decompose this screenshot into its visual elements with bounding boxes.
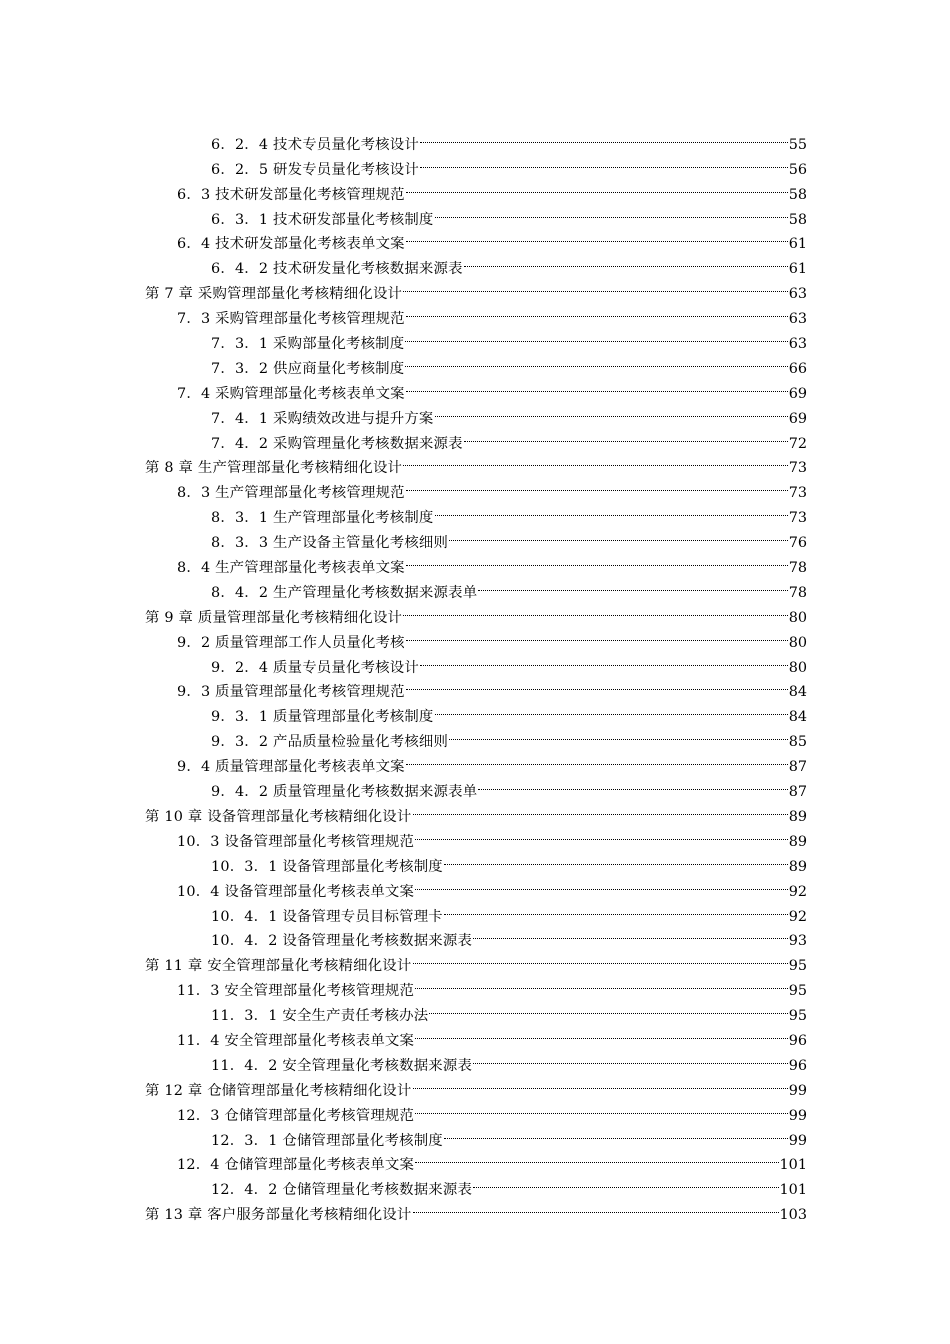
toc-entry-title: 9．4 质量管理部量化考核表单文案 [177,759,405,776]
toc-entry[interactable] [0,746,950,776]
toc-entry-title: 6．3．1 技术研发部量化考核制度 [211,211,434,228]
toc-entry[interactable] [0,149,950,178]
toc-entry-title: 第 11 章 安全管理部量化考核精细化设计 [145,958,412,975]
toc-entry[interactable] [0,398,950,427]
dot-leader [405,746,789,771]
toc-entry-title: 8．3．1 生产管理部量化考核制度 [211,510,434,527]
toc-entry[interactable] [0,348,950,377]
toc-entry-page-number: 72 [788,435,807,452]
dot-leader [463,423,789,448]
toc-entry[interactable] [0,622,950,651]
toc-entry-page-number: 92 [788,883,807,900]
toc-entry-title: 12．4．2 仓储管理量化考核数据来源表 [211,1182,473,1199]
toc-entry-title: 7．4 采购管理部量化考核表单文案 [177,385,405,402]
toc-entry-page-number: 80 [788,659,807,676]
toc-entry[interactable] [0,1070,950,1099]
dot-leader [402,448,789,473]
toc-entry-page-number: 63 [788,336,807,353]
toc-entry-title: 10．4 设备管理部量化考核表单文案 [177,883,415,900]
toc-entry-page-number: 84 [788,709,807,726]
dot-leader [412,1070,789,1095]
dot-leader [414,1145,779,1170]
dot-leader [412,796,789,821]
dot-leader [404,348,788,373]
table-of-contents [0,124,950,1224]
dot-leader [405,174,789,199]
toc-entry-title: 7．3．1 采购部量化考核制度 [211,336,405,353]
toc-entry-page-number: 101 [779,1182,807,1199]
toc-entry-page-number: 87 [788,759,807,776]
toc-entry[interactable] [0,995,950,1025]
toc-entry-title: 11．4．2 安全管理量化考核数据来源表 [211,1057,473,1074]
toc-entry-title: 6．2．5 研发专员量化考核设计 [211,161,419,178]
toc-entry-title: 6．2．4 技术专员量化考核设计 [211,136,419,153]
toc-entry[interactable] [0,871,950,900]
toc-entry-title: 第 12 章 仓储管理部量化考核精细化设计 [145,1082,412,1099]
toc-entry-title: 11．3．1 安全生产责任考核办法 [211,1008,429,1025]
toc-entry-title: 9．4．2 质量管理量化考核数据来源表单 [211,784,478,801]
dot-leader [419,647,789,672]
dot-leader [414,821,789,846]
dot-leader [443,1120,789,1145]
toc-entry-page-number: 61 [788,261,807,278]
toc-entry[interactable] [0,597,950,626]
dot-leader [472,1045,789,1070]
toc-entry[interactable] [0,273,950,303]
toc-entry-page-number: 87 [788,784,807,801]
toc-entry-title: 6．4．2 技术研发量化考核数据来源表 [211,261,463,278]
toc-entry[interactable] [0,672,950,701]
toc-entry-title: 7．4．1 采购绩效改进与提升方案 [211,410,434,427]
dot-leader [443,896,789,921]
toc-entry-page-number: 69 [788,410,807,427]
toc-entry-title: 8．4．2 生产管理量化考核数据来源表单 [211,584,478,601]
dot-leader [448,721,789,746]
dot-leader [463,248,789,273]
toc-entry-title: 12．3 仓储管理部量化考核管理规范 [177,1107,415,1124]
toc-entry-page-number: 96 [788,1032,807,1049]
toc-entry[interactable] [0,199,950,228]
toc-entry-title: 第 10 章 设备管理部量化考核精细化设计 [145,808,412,825]
toc-entry[interactable] [0,572,950,601]
toc-entry-page-number: 89 [788,833,807,850]
toc-entry[interactable] [0,1145,950,1174]
toc-entry[interactable] [0,1194,950,1224]
toc-entry-title: 8．3 生产管理部量化考核管理规范 [177,485,405,502]
toc-entry-page-number: 80 [788,634,807,651]
toc-entry[interactable] [0,771,950,801]
dot-leader [405,622,789,647]
toc-entry-page-number: 89 [788,808,807,825]
dot-leader [443,846,789,871]
toc-entry-page-number: 93 [788,933,807,950]
toc-entry-title: 11．4 安全管理部量化考核表单文案 [177,1032,415,1049]
toc-entry-title: 9．3．2 产品质量检验量化考核细则 [211,734,449,751]
toc-entry[interactable] [0,796,950,825]
toc-entry-page-number: 80 [788,609,807,626]
toc-entry-page-number: 99 [788,1107,807,1124]
toc-entry[interactable] [0,248,950,278]
toc-entry-title: 10．3 设备管理部量化考核管理规范 [177,833,415,850]
dot-leader [405,672,789,697]
toc-entry[interactable] [0,124,950,153]
toc-entry-page-number: 69 [788,385,807,402]
dot-leader [414,871,789,896]
toc-entry[interactable] [0,423,950,452]
dot-leader [405,373,789,398]
toc-entry-page-number: 58 [788,186,807,203]
toc-entry-page-number: 78 [788,560,807,577]
toc-entry-page-number: 99 [788,1082,807,1099]
toc-entry[interactable] [0,448,950,477]
toc-entry-page-number: 84 [788,684,807,701]
toc-entry[interactable] [0,721,950,751]
dot-leader [434,398,789,423]
toc-entry-title: 9．2．4 质量专员量化考核设计 [211,659,419,676]
toc-entry-page-number: 78 [788,584,807,601]
toc-entry-title: 第 7 章 采购管理部量化考核精细化设计 [145,286,403,303]
dot-leader [405,298,789,323]
toc-entry-title: 8．4 生产管理部量化考核表单文案 [177,560,405,577]
toc-entry-page-number: 55 [788,136,807,153]
toc-entry-page-number: 63 [788,286,807,303]
dot-leader [434,696,789,721]
toc-entry[interactable] [0,945,950,975]
toc-entry-title: 9．2 质量管理部工作人员量化考核 [177,634,405,651]
toc-entry-page-number: 73 [788,510,807,527]
dot-leader [414,1020,789,1045]
toc-entry-page-number: 103 [779,1207,807,1224]
toc-entry[interactable] [0,298,950,328]
toc-entry-page-number: 89 [788,858,807,875]
toc-entry-title: 第 9 章 质量管理部量化考核精细化设计 [145,609,403,626]
toc-entry-title: 6．3 技术研发部量化考核管理规范 [177,186,405,203]
dot-leader [434,497,789,522]
dot-leader [419,124,789,149]
toc-entry[interactable] [0,497,950,527]
dot-leader [448,522,789,547]
toc-entry[interactable] [0,1095,950,1124]
toc-entry[interactable] [0,522,950,552]
toc-entry-page-number: 63 [788,311,807,328]
toc-entry-title: 12．4 仓储管理部量化考核表单文案 [177,1157,415,1174]
dot-leader [404,323,788,348]
toc-entry-title: 6．4 技术研发部量化考核表单文案 [177,236,405,253]
toc-entry[interactable] [0,1045,950,1074]
toc-entry-title: 9．3．1 质量管理部量化考核制度 [211,709,434,726]
toc-entry[interactable] [0,647,950,676]
toc-entry[interactable] [0,1020,950,1049]
dot-leader [428,995,788,1020]
toc-entry[interactable] [0,547,950,577]
dot-leader [419,149,789,174]
toc-entry-page-number: 61 [788,236,807,253]
toc-entry-page-number: 95 [788,958,807,975]
dot-leader [402,273,789,298]
toc-entry-page-number: 66 [788,360,807,377]
toc-entry[interactable] [0,1169,950,1199]
toc-entry-title: 11．3 安全管理部量化考核管理规范 [177,983,415,1000]
dot-leader [477,771,788,796]
dot-leader [405,472,789,497]
toc-entry-page-number: 73 [788,485,807,502]
toc-entry-title: 第 13 章 客户服务部量化考核精细化设计 [145,1207,412,1224]
toc-entry-title: 9．3 质量管理部量化考核管理规范 [177,684,405,701]
dot-leader [472,921,789,946]
dot-leader [412,1194,780,1219]
toc-entry-line [145,1194,807,1228]
dot-leader [402,597,789,622]
toc-entry-page-number: 73 [788,460,807,477]
toc-entry-page-number: 92 [788,908,807,925]
toc-entry[interactable] [0,224,950,253]
toc-entry[interactable] [0,846,950,875]
toc-entry-title: 10．3．1 设备管理部量化考核制度 [211,858,443,875]
toc-entry[interactable] [0,1120,950,1149]
toc-entry-page-number: 96 [788,1057,807,1074]
toc-entry[interactable] [0,323,950,353]
toc-entry-page-number: 85 [788,734,807,751]
toc-entry[interactable] [0,174,950,203]
toc-entry-title: 8．3．3 生产设备主管量化考核细则 [211,535,449,552]
dot-leader [472,1169,779,1194]
toc-entry-page-number: 99 [788,1132,807,1149]
toc-entry[interactable] [0,970,950,1000]
toc-entry-page-number: 76 [788,535,807,552]
toc-entry-page-number: 101 [779,1157,807,1174]
toc-entry-page-number: 95 [788,983,807,1000]
toc-entry-title: 第 8 章 生产管理部量化考核精细化设计 [145,460,403,477]
toc-entry[interactable] [0,472,950,502]
toc-entry-page-number: 56 [788,161,807,178]
dot-leader [434,199,789,224]
toc-entry-title: 10．4．2 设备管理量化考核数据来源表 [211,933,473,950]
toc-entry[interactable] [0,373,950,402]
dot-leader [477,572,788,597]
dot-leader [405,224,789,249]
toc-entry-title: 7．3．2 供应商量化考核制度 [211,360,405,377]
dot-leader [412,945,789,970]
toc-entry-title: 10．4．1 设备管理专员目标管理卡 [211,908,443,925]
toc-entry-page-number: 95 [788,1008,807,1025]
dot-leader [405,547,789,572]
toc-entry-title: 7．3 采购管理部量化考核管理规范 [177,311,405,328]
dot-leader [414,970,789,995]
toc-entry-page-number: 58 [788,211,807,228]
toc-entry[interactable] [0,921,950,950]
toc-entry[interactable] [0,821,950,850]
dot-leader [414,1095,789,1120]
toc-entry[interactable] [0,696,950,726]
toc-entry-title: 7．4．2 采购管理量化考核数据来源表 [211,435,463,452]
toc-entry-title: 12．3．1 仓储管理部量化考核制度 [211,1132,443,1149]
toc-entry[interactable] [0,896,950,925]
